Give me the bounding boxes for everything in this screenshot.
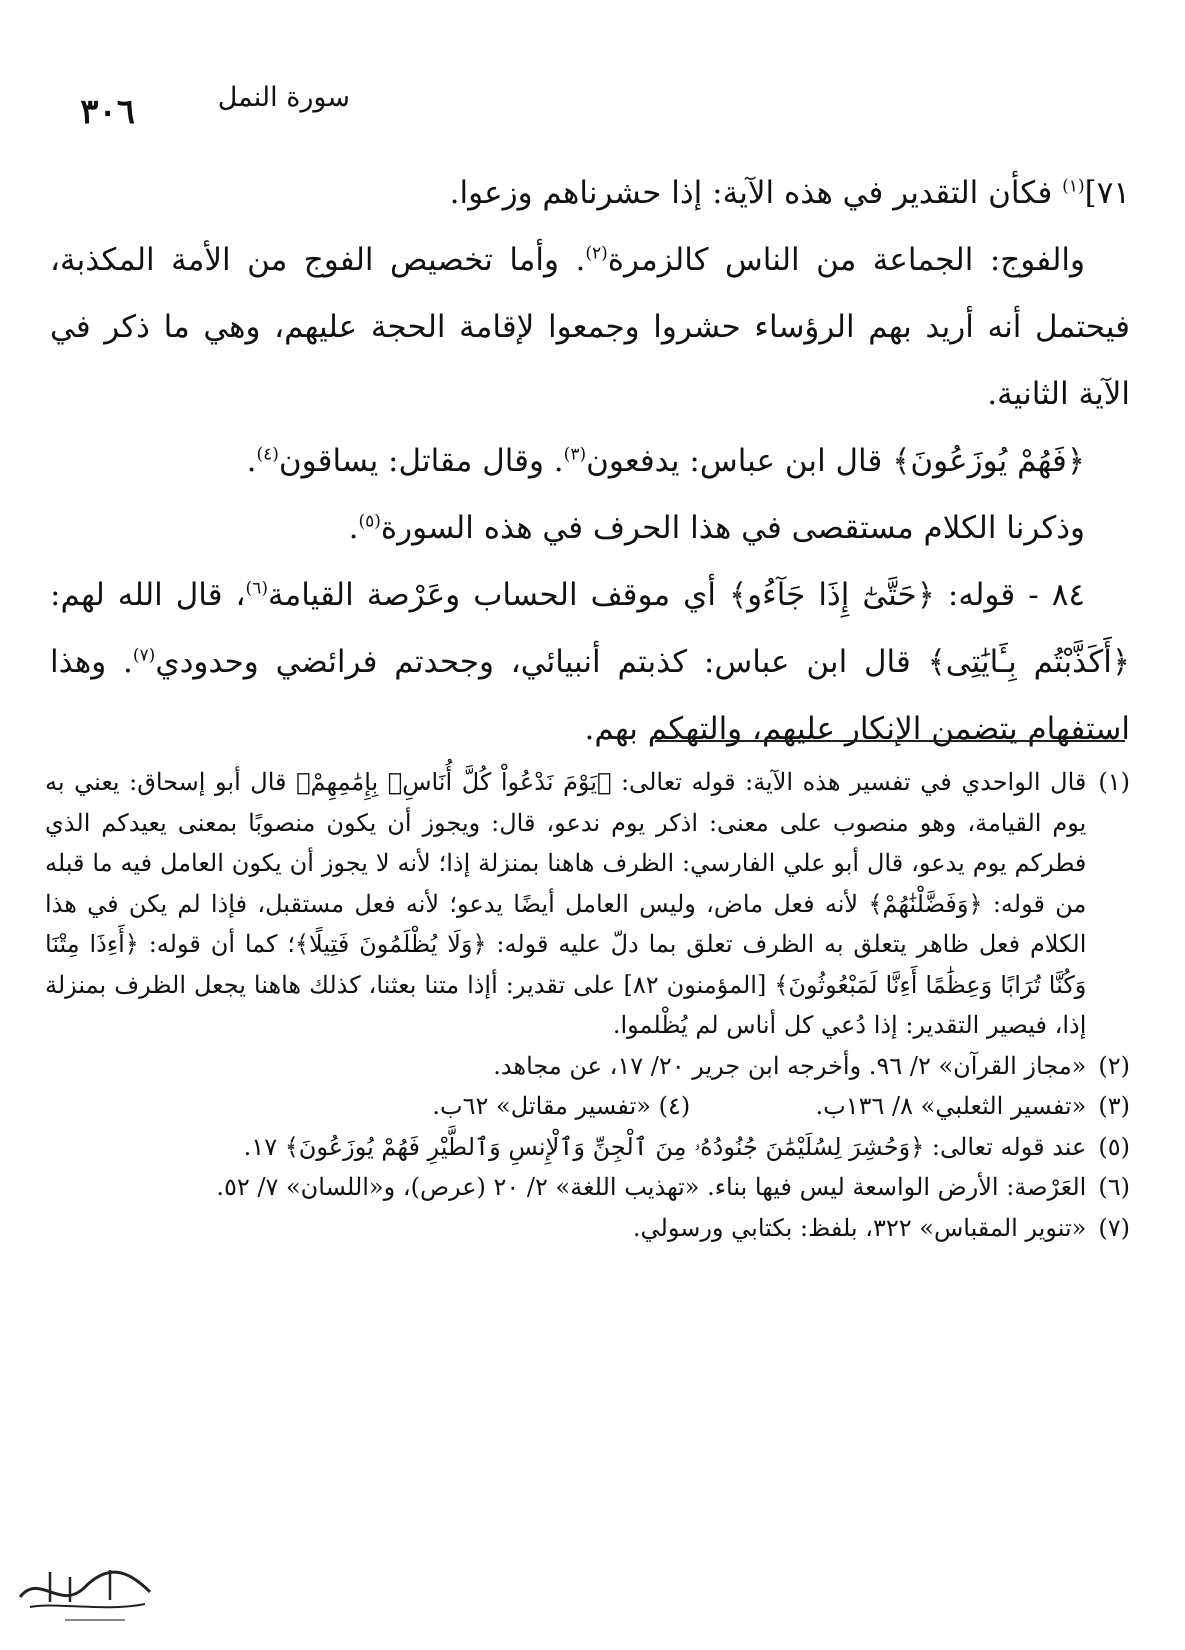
paragraph-text: فكأن التقدير في هذه الآية: إذا حشرناهم وزعوا.: [449, 175, 1063, 211]
quran-quote: ﴿أَءِذَا مِتْنَا وَكُنَّا تُرَابًا وَعِظَٰمًا أَءِنَّا لَمَبْعُوثُونَ﴾: [45, 930, 1087, 999]
quran-quote: ﴿وَفَضَّلْنَٰهُمْ﴾: [868, 889, 983, 918]
footnote-text: [45, 1127, 1086, 1168]
library-stamp-logo: [10, 1552, 160, 1632]
quran-quote: ﴿وَحُشِرَ لِسُلَيْمَٰنَ جُنُودُهُۥ مِنَ ٱلْجِنِّ وَٱلْإِنسِ وَٱلطَّيْرِ فَهُمْ يُوزَعُونَ﴾: [284, 1132, 925, 1161]
footnote-number: (٦): [1098, 1173, 1130, 1201]
paragraph-text: ٨٤ - قوله:: [934, 577, 1086, 613]
quran-quote: ﴿يَوْمَ نَدْعُواْ كُلَّ أُنَاسِۭ بِإِمَٰمِهِمْ﴾: [296, 768, 612, 796]
paragraph-yuzaoon: [50, 428, 1130, 495]
paragraph-text: . وقال مقاتل: يساقون: [278, 443, 564, 479]
footnote-text-part: «تفسير الثعلبي» ٨/ ١٣٦ب.: [815, 1092, 1087, 1120]
quran-quote: ﴿أَكَذَّبْتُم بِـَٔايَٰتِى﴾: [927, 644, 1130, 680]
paragraph-text: ، قال الله لهم:: [50, 577, 246, 613]
quran-quote: ﴿حَتَّىٰٓ إِذَا جَآءُو﴾: [729, 577, 935, 613]
footnote-7: [45, 1208, 1130, 1249]
quran-quote: ﴿فَهُمْ يُوزَعُونَ﴾: [892, 443, 1085, 479]
footnote-marker-6: (٦): [245, 578, 268, 599]
paragraph-reference: [50, 495, 1130, 562]
paragraph-text: قال ابن عباس: يدفعون: [586, 443, 893, 479]
paragraph-text: أي موقف الحساب وعَرْصة القيامة: [267, 577, 729, 613]
footnote-text-part: ؛ كما أن قوله:: [138, 930, 295, 958]
footnote-number: (٧): [1098, 1213, 1130, 1242]
paragraph-verse-84: [50, 562, 1130, 763]
footnote-number: (٣): [1098, 1092, 1130, 1120]
paragraph-text: . وهذا استفهام يتضمن الإنكار عليهم، والتهكم بهم.: [50, 644, 1130, 747]
paragraph-verse-71: [50, 160, 1130, 227]
footnote-2: [45, 1046, 1130, 1087]
footnote-text-part: [المؤمنون ٨٢] على تقدير: أإذا متنا بعثنا، كذلك هاهنا يجعل الظرف بمنزلة إذا، فيصير التقدير: إذا دُعي كل أناس لم يُظْلموا.: [45, 970, 1087, 1039]
footnote-number: (١): [1098, 768, 1130, 796]
footnote-text-part: «تفسير مقاتل» ٦٢ب.: [432, 1092, 651, 1120]
footnote-text-part: لأنه فعل ماض، وليس العامل أيضًا يدعو؛ لأنه فعل مستقبل، فإذا لم يكن في هذا الكلام فعل ظاهر يتعلق به الظرف تعلق بما دلّ عليه قوله:: [45, 889, 1087, 958]
footnote-text: العَرْصة: الأرض الواسعة ليس فيها بناء. «تهذيب اللغة» ٢/ ٢٠ (عرص)، و«اللسان» ٧/ ٥٢.: [216, 1173, 1087, 1201]
footnote-3-4: [45, 1086, 1130, 1127]
paragraph-text: قال ابن عباس: كذبتم أنبيائي، وجحدتم فرائضي وحدودي: [155, 644, 928, 680]
paragraph-text: والفوج: الجماعة من الناس كالزمرة: [607, 242, 1086, 278]
quran-quote: ﴿وَلَا يُظْلَمُونَ فَتِيلًا﴾: [294, 930, 487, 958]
paragraph-text: وذكرنا الكلام مستقصى في هذا الحرف في هذه السورة: [380, 510, 1085, 546]
paragraph-text: .: [348, 510, 359, 546]
verse-reference: ٧١]: [1084, 175, 1130, 211]
footnote-marker-5: (٥): [358, 511, 381, 532]
footnote-5: [45, 1127, 1130, 1168]
footnote-divider: [655, 740, 1125, 742]
main-text: [50, 160, 1130, 763]
stamp-underline: [30, 1604, 145, 1607]
footnote-number: (٥): [1098, 1132, 1130, 1161]
footnote-text-part: عند قوله تعالى:: [924, 1132, 1087, 1161]
footnote-1: [45, 762, 1130, 1046]
footnote-marker-4: (٤): [256, 444, 279, 465]
footnote-marker-2: (٢): [585, 243, 608, 264]
footnotes: [45, 762, 1130, 1248]
paragraph-text: . وأما تخصيص الفوج من الأمة المكذبة، فيحتمل أنه أريد بهم الرؤساء حشروا وجمعوا لإقامة الحجة عليهم، وهي ما ذكر في الآية الثانية.: [50, 242, 1130, 412]
footnote-text: «تنوير المقباس» ٣٢٢، بلفظ: بكتابي ورسولي.: [632, 1213, 1087, 1242]
footnote-marker-3: (٣): [563, 444, 587, 465]
footnote-text-part: قال أبو إسحاق: يعني به يوم القيامة، وهو منصوب على معنى: اذكر يوم ندعو، قال: ويجوز أن يكون منصوبًا بمعنى يعيدكم الذي فطركم يوم يدعو، قال أبو علي الفارسي: الظرف هاهنا بمنزلة إذا؛ لأنه لا يجوز أن يكون العامل فيه ما قبله من قوله:: [45, 768, 1087, 918]
surah-title: سورة النمل: [217, 82, 350, 113]
footnote-text: «مجاز القرآن» ٢/ ٩٦. وأخرجه ابن جرير ٢٠/ ١٧، عن مجاهد.: [493, 1051, 1087, 1080]
footnote-text: [45, 1086, 1086, 1127]
footnote-6: [45, 1167, 1130, 1208]
page-header: [0, 82, 1185, 132]
footnote-marker-1: (١): [1062, 176, 1085, 197]
footnote-number: (٤): [658, 1092, 691, 1120]
page-number: ٣٠٦: [80, 92, 135, 132]
stamp-flourish: [20, 1572, 150, 1597]
footnote-text: [45, 762, 1086, 1046]
paragraph-text: .: [246, 443, 257, 479]
footnote-text-part: ١٧.: [243, 1132, 285, 1161]
footnote-marker-7: (٧): [132, 645, 156, 666]
footnote-text-part: قال الواحدي في تفسير هذه الآية: قوله تعالى:: [611, 768, 1087, 796]
paragraph-fawj: [50, 227, 1130, 428]
footnote-number: (٢): [1098, 1051, 1130, 1080]
